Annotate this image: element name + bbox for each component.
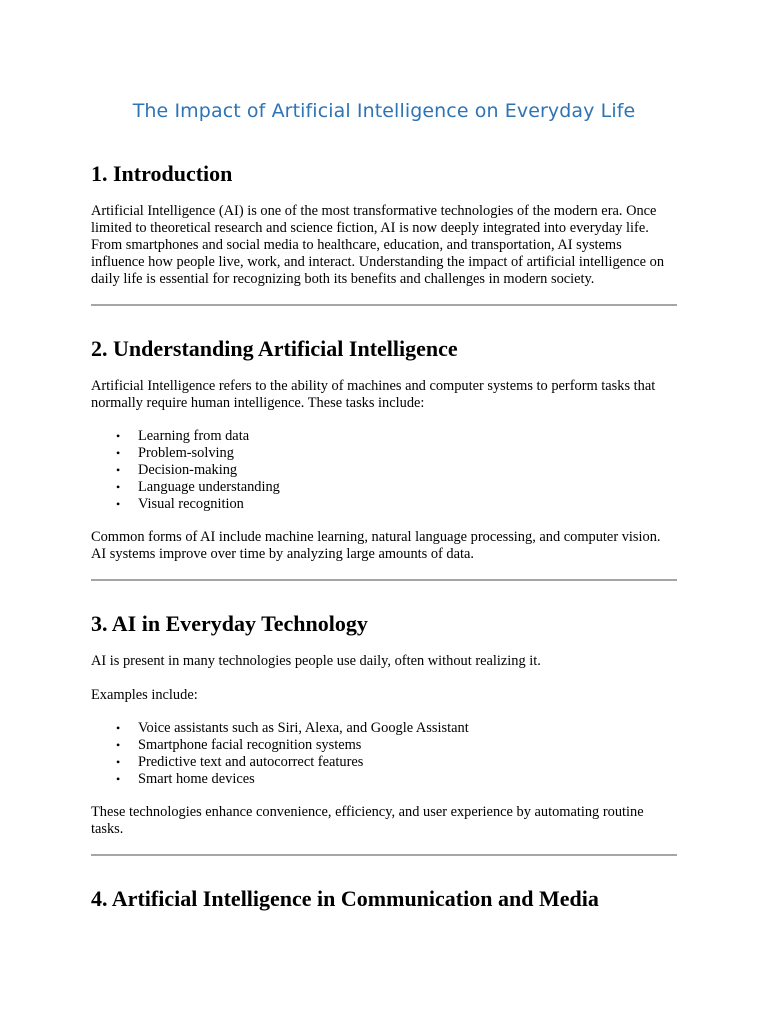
list-item: • Smartphone facial recognition systems (138, 737, 677, 754)
introduction-paragraph: Artificial Intelligence (AI) is one of the most transformative technologies of the modern era. Once limited to theoretical research and science fiction, AI is now deeply integrated into everyday life. From smartphones and social media to healthcare, education, and transportation, AI systems influence how people live, work, and interact. Understanding the impact of artificial intelligence on daily life is essential for recognizing both its benefits and challenges in modern society. (91, 203, 665, 287)
list-item: • Problem-solving (138, 445, 677, 462)
section-heading-introduction: 1. Introduction (91, 161, 233, 186)
list-item: • Decision-making (138, 462, 677, 479)
list-item: • Visual recognition (138, 496, 677, 513)
list-item: • Smart home devices (138, 771, 677, 788)
list-item: • Predictive text and autocorrect features (138, 754, 677, 771)
ai-forms-paragraph: Common forms of AI include machine learning, natural language processing, and computer vision. AI systems improve over time by analyzing large amounts of data. (91, 529, 661, 562)
section-heading-everyday-technology: 3. AI in Everyday Technology (91, 611, 368, 636)
list-item: • Language understanding (138, 479, 677, 496)
technologies-benefit-paragraph: These technologies enhance convenience, efficiency, and user experience by automating routine tasks. (91, 804, 644, 837)
section-heading-communication-media: 4. Artificial Intelligence in Communication and Media (91, 886, 599, 911)
section-divider (91, 579, 677, 581)
examples-intro: Examples include: (91, 687, 198, 703)
everyday-technology-paragraph: AI is present in many technologies people use daily, often without realizing it. (91, 653, 541, 669)
section-divider (91, 854, 677, 856)
list-item: • Learning from data (138, 428, 677, 445)
document-body (91, 96, 677, 913)
ai-tasks-list (91, 428, 677, 513)
section-divider (91, 304, 677, 306)
document-title: The Impact of Artificial Intelligence on Everyday Life (132, 100, 636, 122)
section-heading-understanding-ai: 2. Understanding Artificial Intelligence (91, 336, 458, 361)
ai-examples-list (91, 720, 677, 788)
understanding-ai-paragraph: Artificial Intelligence refers to the ability of machines and computer systems to perform tasks that normally require human intelligence. These tasks include: (91, 378, 656, 411)
list-item: • Voice assistants such as Siri, Alexa, and Google Assistant (138, 720, 677, 737)
